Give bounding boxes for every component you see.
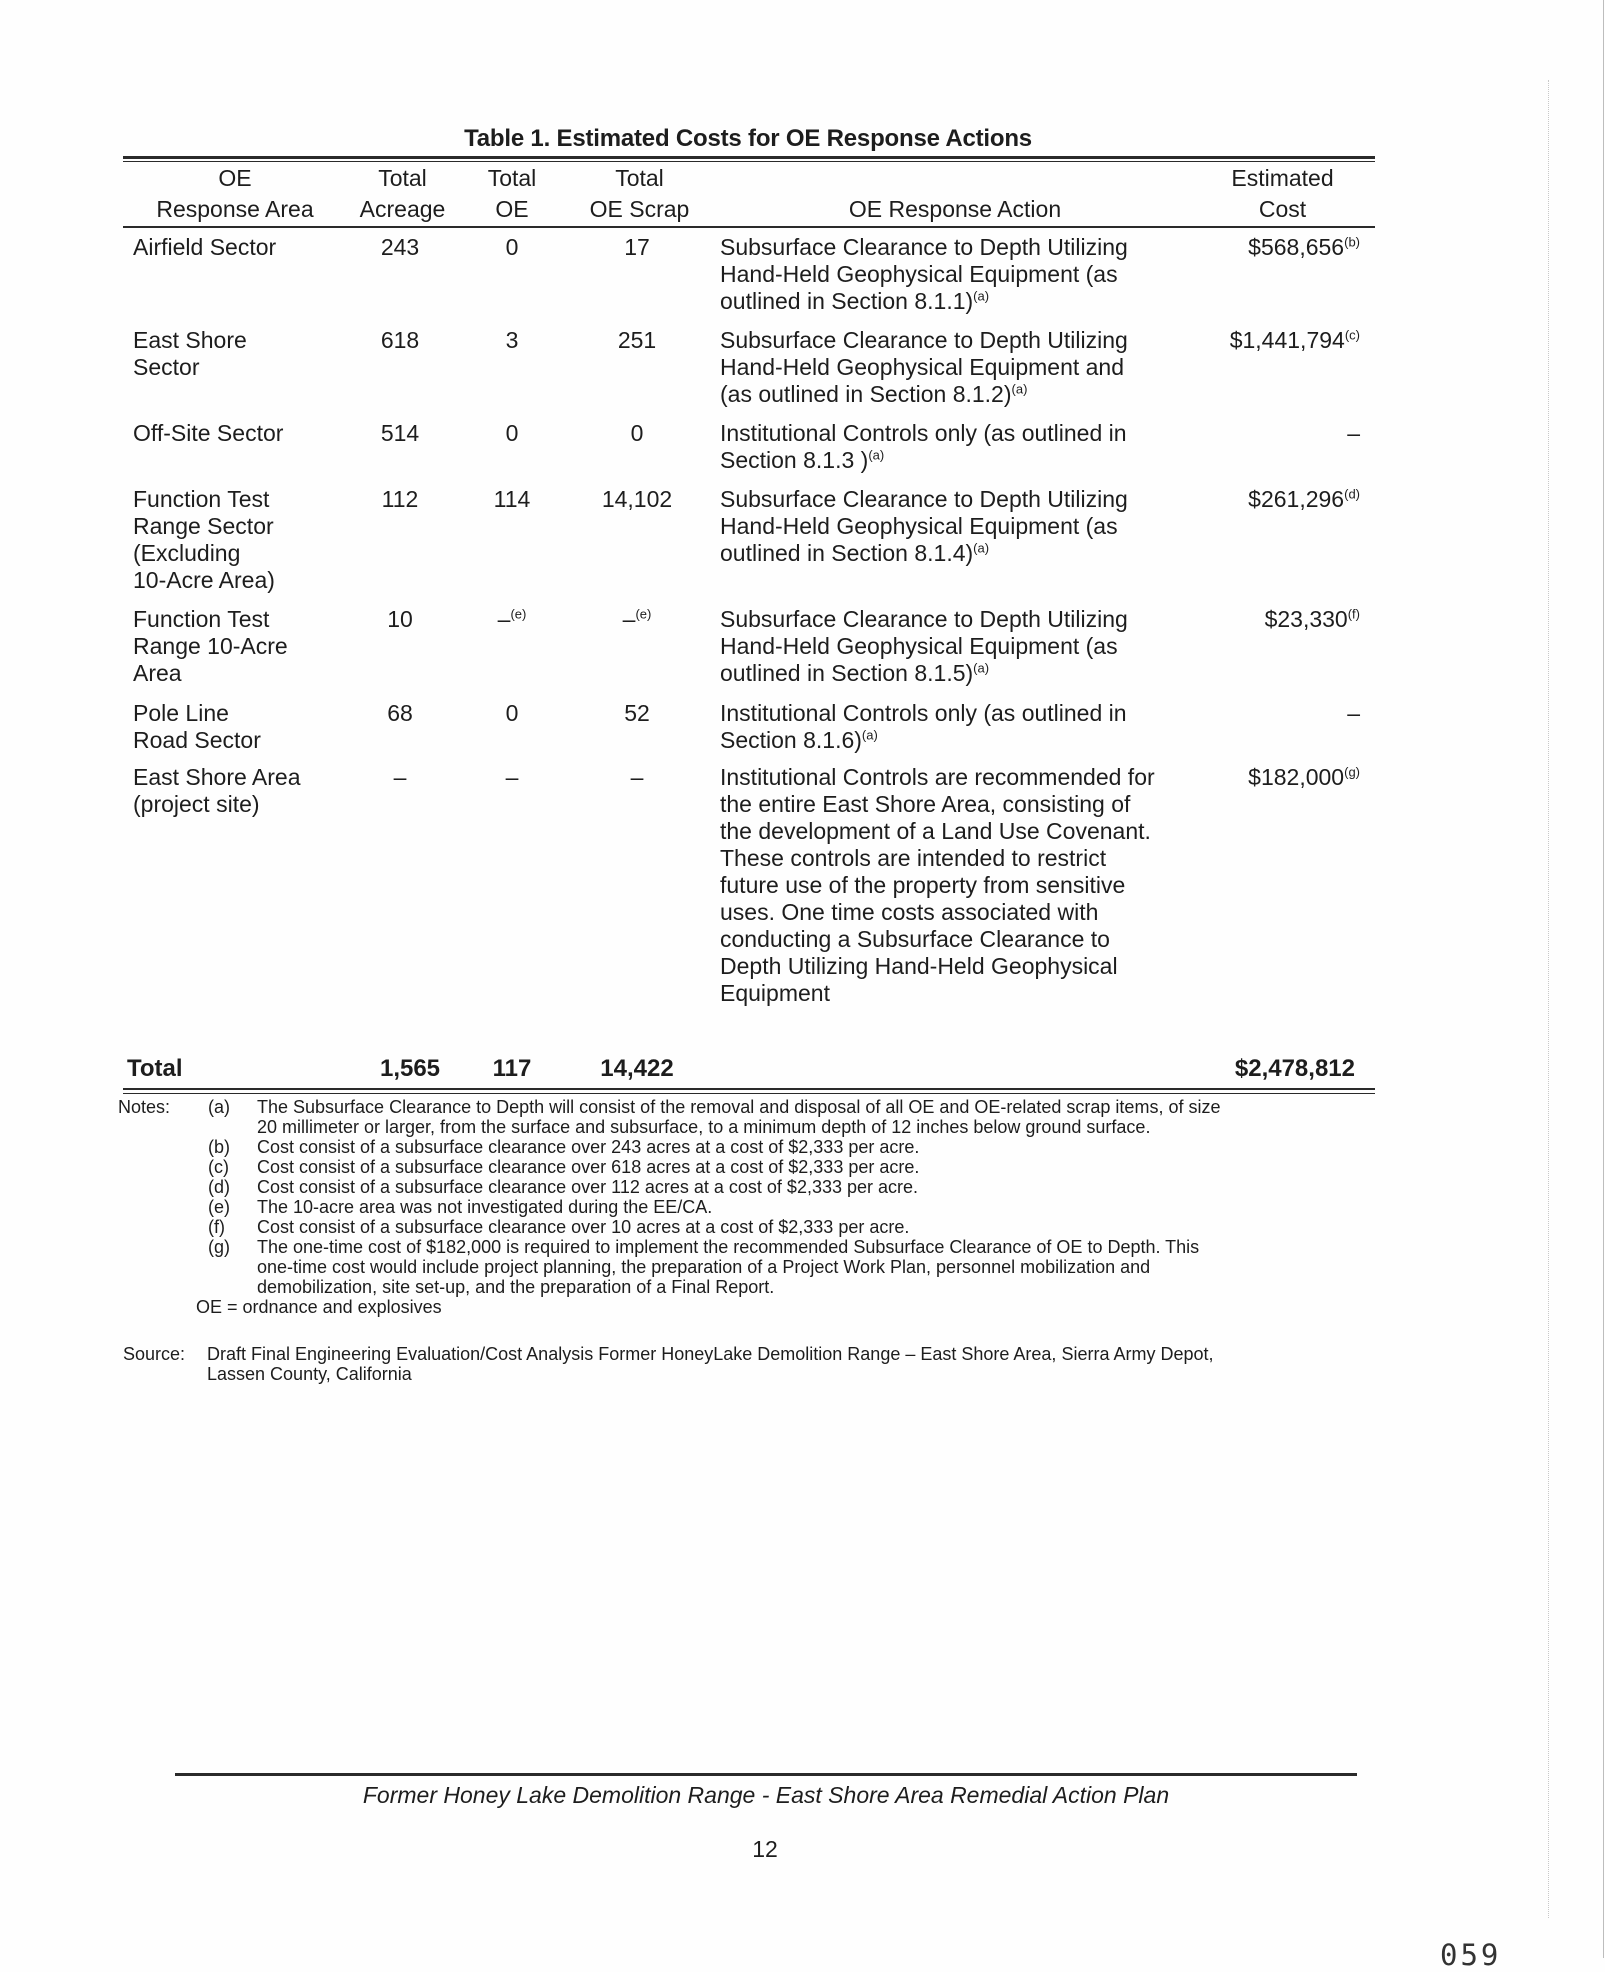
cell-response-area: East Shore Sector xyxy=(133,327,247,380)
cell-total-acreage: 514 xyxy=(380,420,420,446)
note-text: Cost consist of a subsurface clearance over 10 acres at a cost of $2,333 per acre. xyxy=(257,1217,910,1237)
page-number: 12 xyxy=(752,1836,778,1862)
cell-total-acreage: 112 xyxy=(381,486,419,512)
note-key: (a) xyxy=(208,1097,230,1117)
cell-estimated-cost: $568,656$^{(b)}$ xyxy=(1248,234,1360,260)
note-text: Cost consist of a subsurface clearance over 243 acres at a cost of $2,333 per acre. xyxy=(257,1137,920,1157)
note-text: The one-time cost of $182,000 is required to implement the recommended Subsurface Clearance of OE to Depth. This one-time cost would include project planning, the preparation of a Project Work Plan, personnel mobilization and demobilization, site set-up, and the preparation of a Final Report. xyxy=(257,1237,1200,1297)
cell-total-oe-scrap: –$^{(e)}$ xyxy=(622,606,652,632)
note-text: The 10-acre area was not investigated during the EE/CA. xyxy=(257,1197,713,1217)
cell-total-oe: 114 xyxy=(493,486,531,512)
note-text: OE = ordnance and explosives xyxy=(196,1297,442,1317)
cell-response-action: Subsurface Clearance to Depth Utilizing Hand-Held Geophysical Equipment (as outlined in Section 8.1.5)$^{(a)}$ xyxy=(720,606,1128,686)
note-text: The Subsurface Clearance to Depth will consist of the removal and disposal of all OE and OE-related scrap items, of size 20 millimeter or larger, from the surface and subsurface, to a minimum depth of 12 inches below ground surface. xyxy=(257,1097,1221,1137)
table-top-rule-thin xyxy=(123,161,1375,162)
note-key: (e) xyxy=(208,1197,230,1217)
header-oe-response-action: OE Response Action xyxy=(848,196,1062,222)
cell-total-oe: –$^{(e)}$ xyxy=(497,606,527,632)
cell-response-area: Pole Line Road Sector xyxy=(133,700,261,753)
cell-response-area: Off-Site Sector xyxy=(133,420,284,446)
scan-edge-marks xyxy=(1548,80,1549,1918)
note-key: (f) xyxy=(208,1217,225,1237)
note-text: Cost consist of a subsurface clearance over 112 acres at a cost of $2,333 per acre. xyxy=(257,1177,919,1197)
footnote-ref: (b) xyxy=(1344,234,1360,250)
total-cost: $2,478,812 xyxy=(1234,1055,1355,1082)
footnote-ref: (a) xyxy=(1011,381,1028,397)
cell-estimated-cost: $182,000$^{(g)}$ xyxy=(1248,764,1360,790)
cell-total-oe-scrap: 52 xyxy=(624,700,650,726)
cell-estimated-cost: $1,441,794$^{(c)}$ xyxy=(1229,327,1360,353)
footer-rule xyxy=(175,1773,1357,1776)
cell-total-acreage: 618 xyxy=(380,327,420,353)
cell-response-area: Function Test Range Sector (Excluding 10-Acre Area) xyxy=(133,486,275,593)
footnote-ref: (d) xyxy=(1344,486,1360,502)
cell-total-oe-scrap: 251 xyxy=(617,327,657,353)
cell-total-oe: 0 xyxy=(505,234,519,260)
header-total-acreage: Total Acreage xyxy=(359,165,446,222)
source-label: Source: xyxy=(123,1344,186,1364)
cell-response-area: Function Test Range 10-Acre Area xyxy=(133,606,288,686)
table-title: Table 1. Estimated Costs for OE Response Actions xyxy=(464,125,1032,152)
scan-page-edge xyxy=(1603,0,1604,1958)
cell-estimated-cost: – xyxy=(1347,700,1360,726)
cell-response-action: Subsurface Clearance to Depth Utilizing Hand-Held Geophysical Equipment and (as outlined in Section 8.1.2)$^{(a)}$ xyxy=(720,327,1128,407)
cell-total-acreage: 68 xyxy=(387,700,413,726)
header-estimated-cost: Estimated Cost xyxy=(1231,165,1334,222)
cell-response-action: Subsurface Clearance to Depth Utilizing Hand-Held Geophysical Equipment (as outlined in Section 8.1.1)$^{(a)}$ xyxy=(720,234,1128,314)
cell-total-oe: 0 xyxy=(505,420,519,446)
cell-response-action: Institutional Controls are recommended for the entire East Shore Area, consisting of the development of a Land Use Covenant. These controls are intended to restrict future use of the property from sensitive uses. One time costs associated with conducting a Subsurface Clearance to Depth Utilizing Hand-Held Geophysical Equipment xyxy=(720,764,1155,1006)
cell-estimated-cost: $261,296$^{(d)}$ xyxy=(1248,486,1360,512)
cell-response-area: East Shore Area (project site) xyxy=(133,764,301,817)
table-header-rule xyxy=(123,226,1375,228)
note-key: (d) xyxy=(208,1177,230,1197)
cell-total-oe: 0 xyxy=(505,700,519,726)
table-bottom-rule-thin xyxy=(123,1093,1375,1094)
footnote-ref: (a) xyxy=(973,540,990,556)
cell-total-oe: – xyxy=(505,764,519,790)
total-label: Total xyxy=(127,1055,183,1082)
cell-total-oe-scrap: 0 xyxy=(630,420,644,446)
table-top-rule xyxy=(123,156,1375,159)
footnote-ref: (a) xyxy=(973,288,990,304)
footnote-ref: (f) xyxy=(1347,606,1360,622)
note-key: (c) xyxy=(208,1157,229,1177)
page-stamp: 059 xyxy=(1440,1938,1502,1972)
cell-total-oe-scrap: 17 xyxy=(624,234,650,260)
table-bottom-rule xyxy=(123,1088,1375,1090)
footnote-ref: (a) xyxy=(973,660,990,676)
note-key: (b) xyxy=(208,1137,230,1157)
cell-total-acreage: 10 xyxy=(387,606,413,632)
total-acreage: 1,565 xyxy=(379,1055,441,1082)
header-response-area: OE Response Area xyxy=(156,165,314,222)
cell-total-oe-scrap: – xyxy=(630,764,644,790)
footnote-ref: (e) xyxy=(635,606,652,622)
cell-total-acreage: – xyxy=(393,764,407,790)
footnote-ref: (g) xyxy=(1344,764,1360,780)
notes-label: Notes: xyxy=(118,1097,171,1117)
total-oe-scrap: 14,422 xyxy=(600,1055,674,1082)
cell-response-action: Institutional Controls only (as outlined in Section 8.1.3 )$^{(a)}$ xyxy=(720,420,1127,473)
cell-response-action: Subsurface Clearance to Depth Utilizing Hand-Held Geophysical Equipment (as outlined in Section 8.1.4)$^{(a)}$ xyxy=(720,486,1128,566)
total-oe: 117 xyxy=(492,1055,532,1082)
footnote-ref: (a) xyxy=(861,727,878,743)
footnote-ref: (e) xyxy=(510,606,527,622)
source-text: Draft Final Engineering Evaluation/Cost Analysis Former HoneyLake Demolition Range – East Shore Area, Sierra Army Depot, Lassen County, California xyxy=(207,1344,1214,1384)
cell-total-oe: 3 xyxy=(505,327,519,353)
cell-response-area: Airfield Sector xyxy=(133,234,277,260)
footer-title: Former Honey Lake Demolition Range - East Shore Area Remedial Action Plan xyxy=(362,1782,1170,1808)
note-text: Cost consist of a subsurface clearance over 618 acres at a cost of $2,333 per acre. xyxy=(257,1157,920,1177)
cell-estimated-cost: $23,330$^{(f)}$ xyxy=(1264,606,1360,632)
cell-total-oe-scrap: 14,102 xyxy=(601,486,673,512)
cell-response-action: Institutional Controls only (as outlined in Section 8.1.6)$^{(a)}$ xyxy=(720,700,1127,753)
cell-estimated-cost: – xyxy=(1347,420,1360,446)
note-key: (g) xyxy=(208,1237,230,1257)
footnote-ref: (a) xyxy=(868,447,885,463)
header-total-oe: Total OE xyxy=(487,165,537,222)
footnote-ref: (c) xyxy=(1344,327,1360,343)
cell-total-acreage: 243 xyxy=(380,234,420,260)
header-total-oe-scrap: Total OE Scrap xyxy=(589,165,690,222)
